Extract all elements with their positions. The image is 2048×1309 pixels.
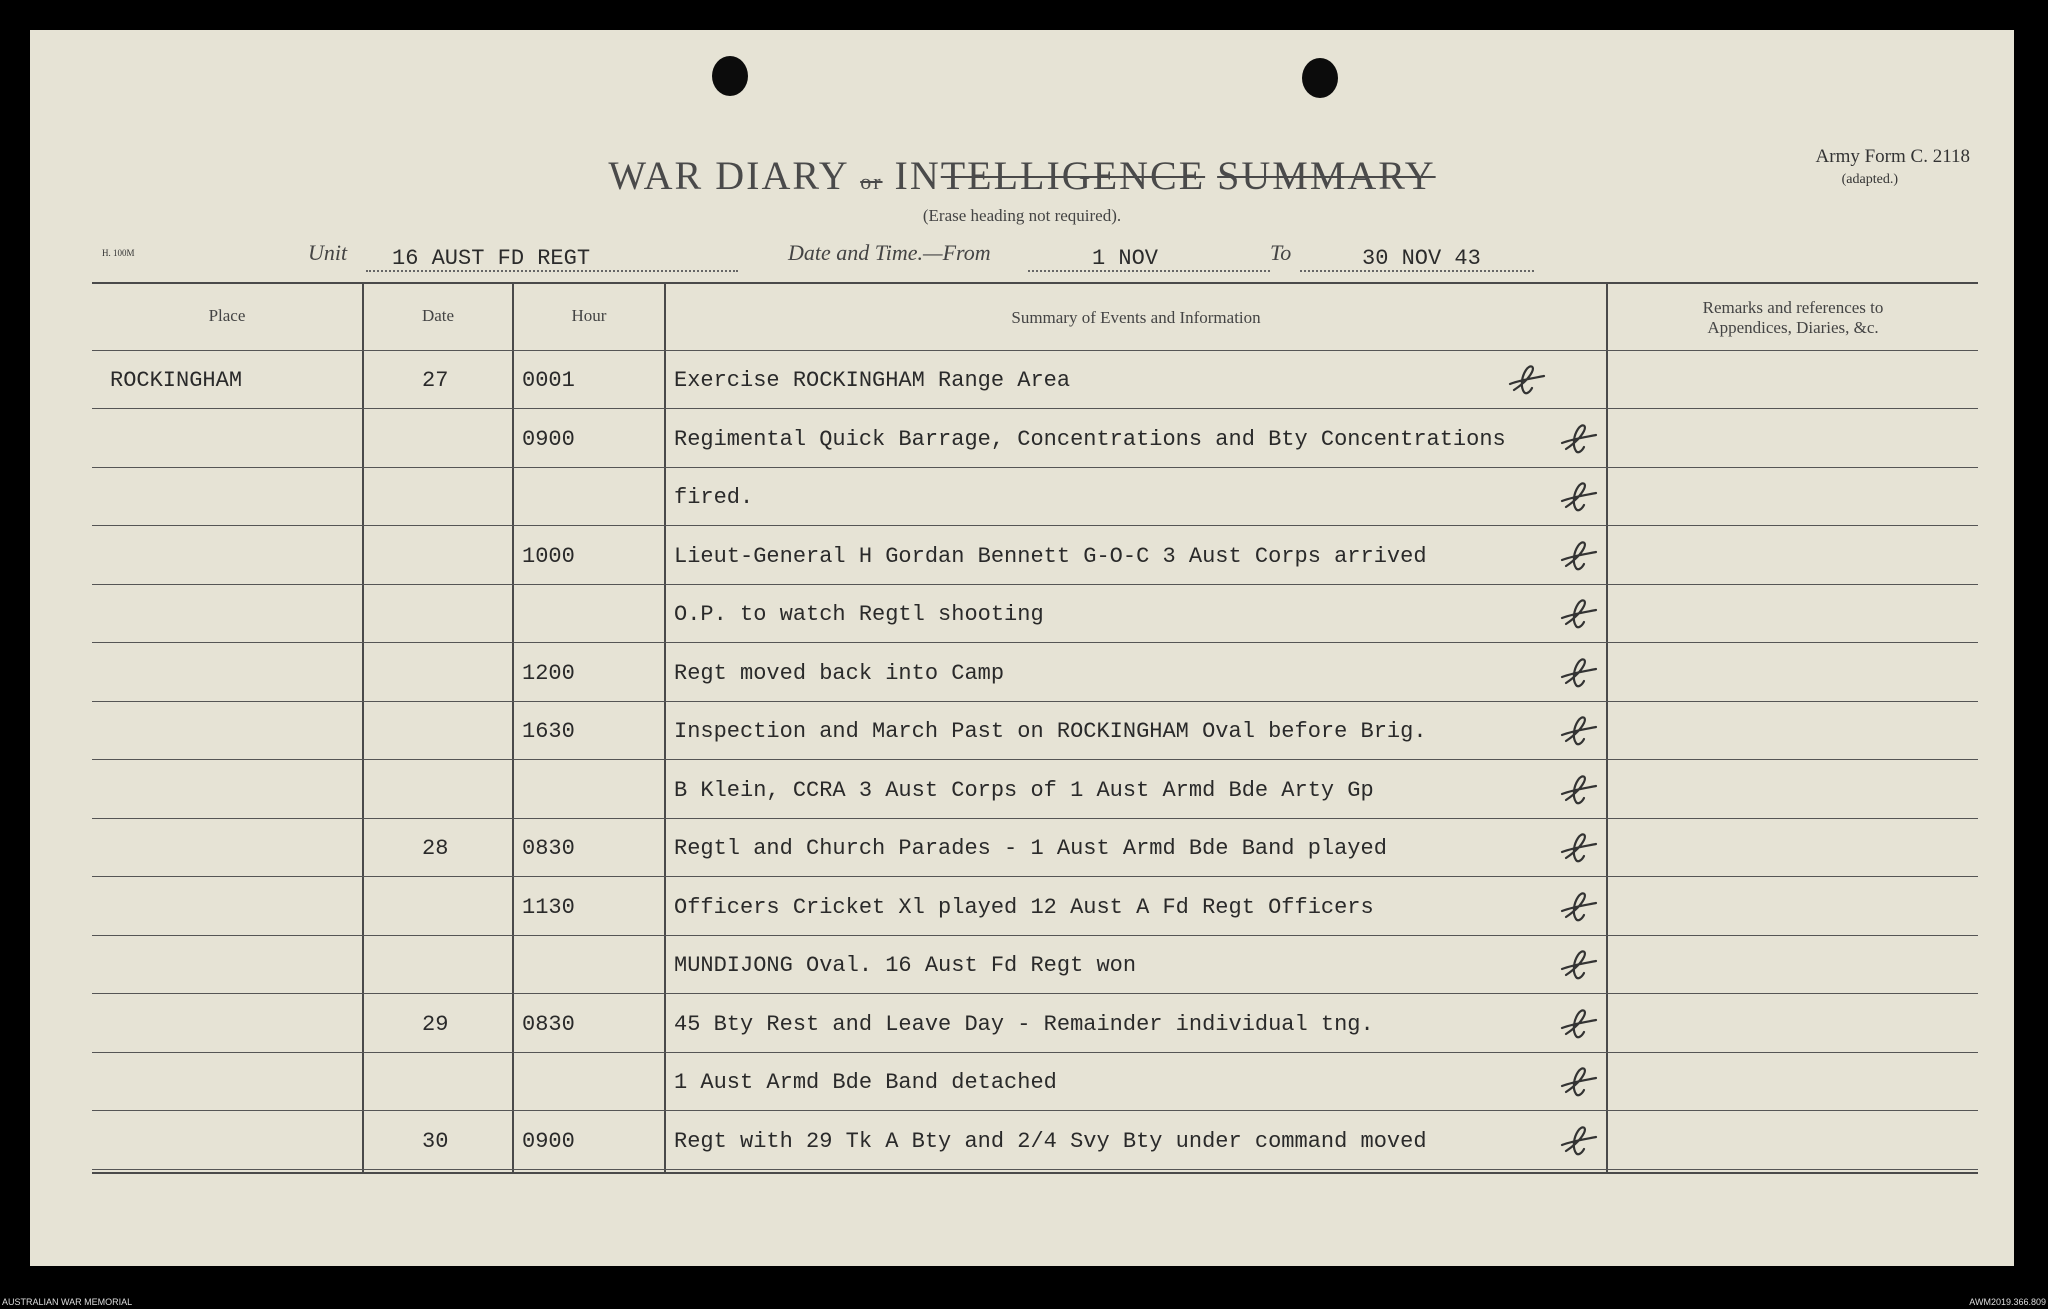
entry-hour: 1630 [522,719,575,744]
initials-icon [1560,947,1598,981]
to-label: To [1270,240,1292,265]
punch-hole [712,56,748,96]
unit-value: 16 AUST FD REGT [392,246,591,271]
initials-icon [1560,421,1598,455]
row-rule [92,642,1978,643]
entry-place: ROCKINGHAM [110,368,243,393]
table-bottom-border [92,1172,1978,1174]
initials-icon [1560,1123,1598,1157]
column-divider [1606,282,1608,1172]
initials-icon [1560,830,1598,864]
entry-hour: 1130 [522,895,575,920]
initials-icon [1560,538,1598,572]
entry-date: 27 [422,368,449,393]
unit-dotted-line [366,270,738,272]
initials-icon [1560,655,1598,689]
entry-hour: 0900 [522,427,575,452]
entry-summary: Regtl and Church Parades - 1 Aust Armd Bde Band played [674,836,1387,861]
column-divider [664,282,666,1172]
entry-summary: Inspection and March Past on ROCKINGHAM Oval before Brig. [674,719,1427,744]
column-header-remarks: Remarks and references to Appendices, Diaries, &c. [1702,298,1884,337]
row-rule [92,818,1978,819]
column-divider [512,282,514,1172]
entry-hour: 0900 [522,1129,575,1154]
entry-summary: Regt moved back into Camp [674,661,1005,686]
entry-hour: 0830 [522,836,575,861]
entry-summary: fired. [674,485,754,510]
row-rule [92,584,1978,585]
from-dotted-line [1028,270,1270,272]
column-header-place: Place [208,306,246,325]
form-title: WAR DIARY or INTELLIGENCE SUMMARY [608,153,1436,198]
footer-right: AWM2019.366.809 [1969,1297,2046,1307]
diary-page [30,30,2014,1266]
row-rule [92,701,1978,702]
to-dotted-line [1300,270,1534,272]
row-rule [92,876,1978,877]
entry-date: 29 [422,1012,449,1037]
row-rule [92,467,1978,468]
entry-hour: 1000 [522,544,575,569]
entry-summary: MUNDIJONG Oval. 16 Aust Fd Regt won [674,953,1137,978]
initials-icon [1560,479,1598,513]
column-header-hour: Hour [571,306,607,325]
initials-icon [1560,1006,1598,1040]
entry-date: 28 [422,836,449,861]
row-rule [92,1110,1978,1111]
initials-icon [1508,362,1546,396]
column-header-summary: Summary of Events and Information [1011,308,1261,327]
column-divider [362,282,364,1172]
entry-summary: Officers Cricket Xl played 12 Aust A Fd Regt Officers [674,895,1374,920]
entry-hour: 1200 [522,661,575,686]
row-rule [92,1052,1978,1053]
initials-icon [1560,596,1598,630]
footer-left: AUSTRALIAN WAR MEMORIAL [2,1297,133,1307]
unit-label: Unit [308,240,348,265]
print-code: H. 100M [102,248,135,258]
entry-summary: B Klein, CCRA 3 Aust Corps of 1 Aust Armd Bde Arty Gp [674,778,1374,803]
from-value: 1 NOV [1092,246,1159,271]
entry-summary: 1 Aust Armd Bde Band detached [674,1070,1057,1095]
entry-hour: 0830 [522,1012,575,1037]
date-label: Date and Time.—From [788,240,991,265]
header-rule [92,350,1978,351]
column-header-date: Date [421,306,455,325]
row-rule [92,525,1978,526]
erase-note: (Erase heading not required). [922,206,1122,225]
form-number: Army Form C. 2118 (adapted.) [1760,146,1970,188]
punch-hole [1302,58,1338,98]
initials-icon [1560,889,1598,923]
initials-icon [1560,1064,1598,1098]
row-rule [92,759,1978,760]
row-rule [92,935,1978,936]
entry-summary: 45 Bty Rest and Leave Day - Remainder individual tng. [674,1012,1374,1037]
to-value: 30 NOV 43 [1362,246,1481,271]
entry-date: 30 [422,1129,449,1154]
adapted-note: (adapted.) [1841,172,1898,187]
row-rule [92,993,1978,994]
entry-summary: O.P. to watch Regtl shooting [674,602,1044,627]
entry-summary: Regt with 29 Tk A Bty and 2/4 Svy Bty under command moved [674,1129,1427,1154]
entry-summary: Lieut-General H Gordan Bennett G-O-C 3 Aust Corps arrived [674,544,1427,569]
row-rule [92,408,1978,409]
row-rule [92,1169,1978,1170]
entry-hour: 0001 [522,368,575,393]
initials-icon [1560,772,1598,806]
table-top-border [92,282,1978,284]
entry-summary: Regimental Quick Barrage, Concentrations and Bty Concentrations [674,427,1506,452]
entry-summary: Exercise ROCKINGHAM Range Area [674,368,1071,393]
initials-icon [1560,713,1598,747]
